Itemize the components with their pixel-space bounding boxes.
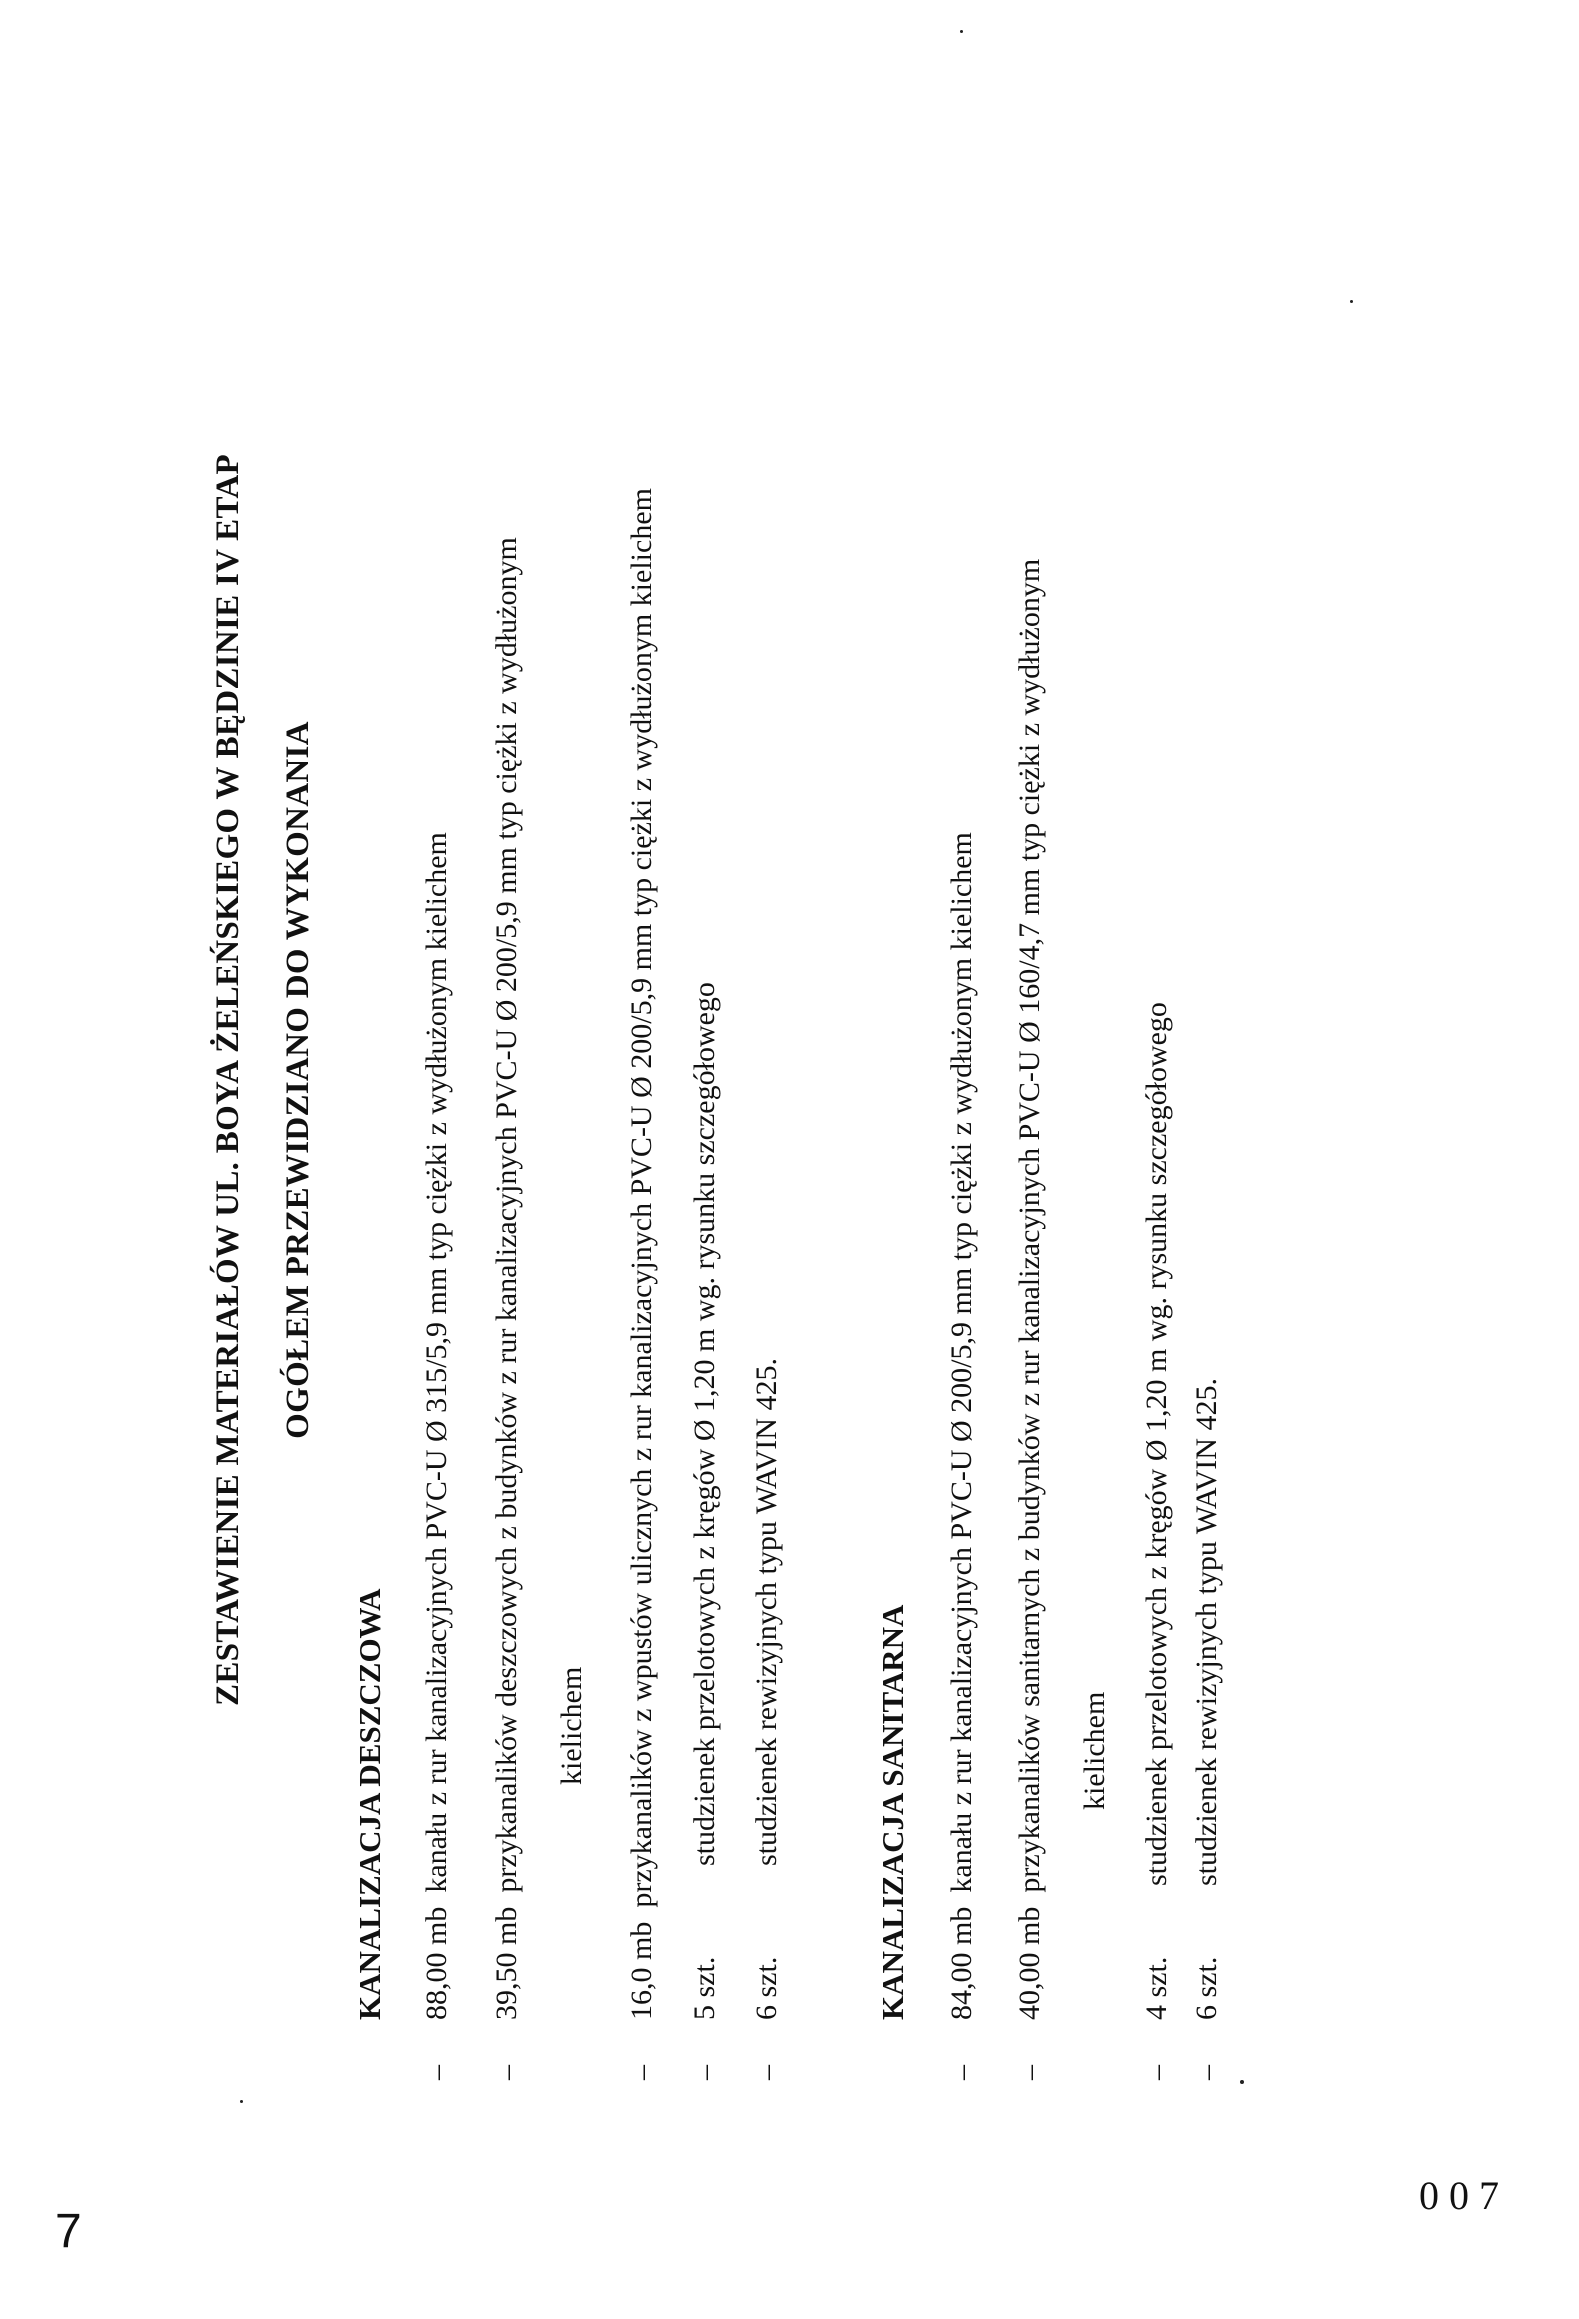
item-quantity: 39,50 mb (490, 1906, 523, 2020)
list-item (420, 832, 454, 2080)
bullet-dash: – (1013, 2065, 1046, 2080)
list-item (625, 488, 659, 2080)
item-description: studzienek przelotowych z kręgów Ø 1,20 m wg. rysunku szczegółowego (1140, 1002, 1173, 1886)
document-title: ZESTAWIENIE MATERIAŁÓW UL. BOYA ŻELEŃSKIEGO W BĘDZINIE IV ETAP (210, 454, 246, 1706)
bullet-dash: – (1140, 2065, 1173, 2080)
item-continuation: kielichem (1078, 1691, 1111, 1810)
item-continuation: kielichem (555, 1666, 588, 1785)
bullet-dash: – (688, 2065, 721, 2080)
margin-mark: 7 (55, 2205, 82, 2258)
list-item (1190, 1378, 1224, 2080)
scan-speck (1240, 2080, 1244, 2084)
item-quantity: 6 szt. (750, 1956, 783, 2020)
item-description: kanału z rur kanalizacyjnych PVC-U Ø 200/5,9 mm typ ciężki z wydłużonym kielichem (945, 832, 978, 1893)
item-quantity: 4 szt. (1140, 1956, 1173, 2020)
scan-speck (1350, 300, 1353, 303)
item-quantity: 5 szt. (688, 1956, 721, 2020)
item-quantity: 16,0 mb (625, 1921, 658, 2020)
scan-speck (960, 30, 963, 33)
bullet-dash: – (750, 2065, 783, 2080)
list-item (750, 1358, 784, 2080)
bullet-dash: – (490, 2065, 523, 2080)
scan-speck (240, 2100, 243, 2103)
list-item (1013, 559, 1047, 2080)
list-item (1140, 1002, 1174, 2080)
item-quantity: 84,00 mb (945, 1906, 978, 2020)
bullet-dash: – (420, 2065, 453, 2080)
item-quantity: 88,00 mb (420, 1906, 453, 2020)
section-title-deszczowa: KANALIZACJA DESZCZOWA (352, 1588, 387, 2020)
document-subtitle: OGÓŁEM PRZEWIDZIANO DO WYKONANIA (280, 721, 316, 1439)
page-number: 007 (1419, 2173, 1509, 2218)
list-item (688, 982, 722, 2080)
item-description: kanału z rur kanalizacyjnych PVC-U Ø 315/5,9 mm typ ciężki z wydłużonym kielichem (420, 832, 453, 1893)
bullet-dash: – (1190, 2065, 1223, 2080)
item-description: przykanalików sanitarnych z budynków z rur kanalizacyjnych PVC-U Ø 160/4,7 mm typ ciężki z wydłużonym (1013, 558, 1046, 1893)
section-title-sanitarna: KANALIZACJA SANITARNA (875, 1604, 910, 2020)
item-description: przykanalików deszczowych z budynków z rur kanalizacyjnych PVC-U Ø 200/5,9 mm typ ciężki z wydłużonym (490, 537, 523, 1893)
item-quantity: 6 szt. (1190, 1956, 1223, 2020)
rotated-content (180, 40, 1223, 2120)
item-description: przykanalików z wpustów ulicznych z rur kanalizacyjnych PVC-U Ø 200/5,9 mm typ ciężki z wydłużonym kielichem (625, 488, 658, 1908)
item-description: studzienek przelotowych z kręgów Ø 1,20 m wg. rysunku szczegółowego (688, 982, 721, 1866)
list-item (945, 832, 979, 2080)
item-description: studzienek rewizyjnych typu WAVIN 425. (1190, 1378, 1223, 1886)
list-item (490, 537, 524, 2080)
bullet-dash: – (945, 2065, 978, 2080)
item-description: studzienek rewizyjnych typu WAVIN 425. (750, 1358, 783, 1866)
bullet-dash: – (625, 2065, 658, 2080)
item-quantity: 40,00 mb (1013, 1906, 1046, 2020)
